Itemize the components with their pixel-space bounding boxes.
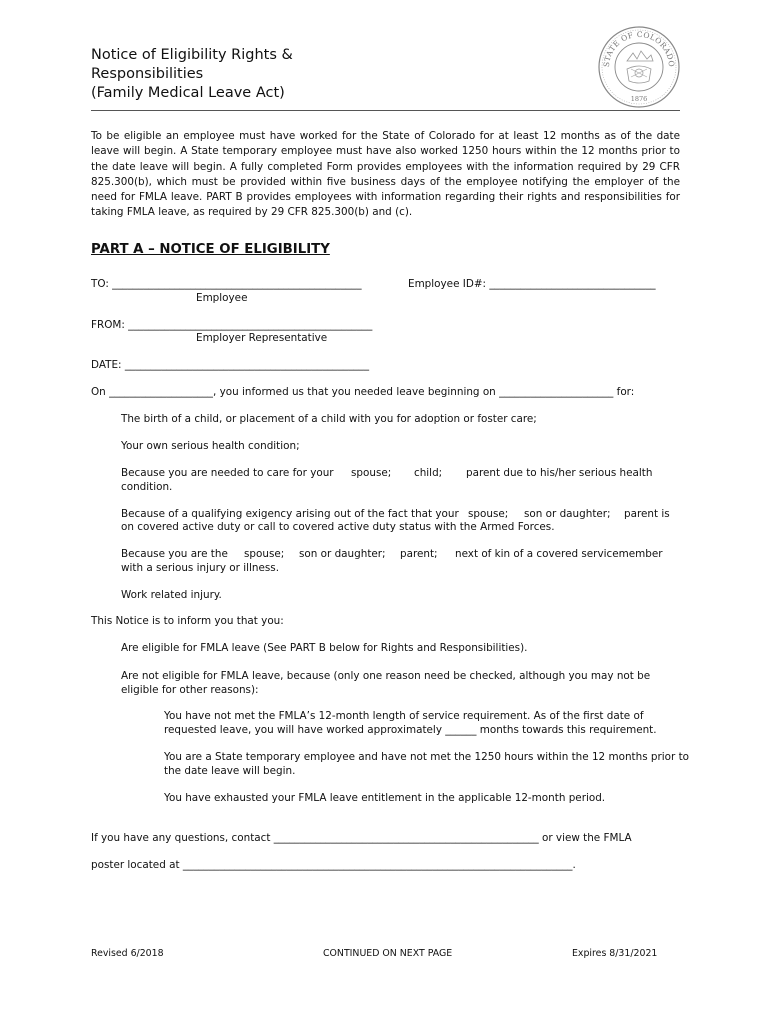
temporary-employee-line-2: the date leave will begin. [164,765,296,777]
reason-work-injury[interactable]: Work related injury. [121,589,222,601]
title-line-1: Notice of Eligibility Rights & [91,47,293,63]
leave-notice-line[interactable]: On ____________________, you informed us that you needed leave beginning on ______________________ for: [91,386,635,398]
care-parent-option[interactable]: parent due to his/her serious health [466,467,653,479]
employee-id-field[interactable]: Employee ID#: ________________________________ [408,278,656,290]
form-title [91,46,293,103]
exigency-son-option[interactable]: son or daughter; [524,508,611,520]
reason-birth[interactable]: The birth of a child, or placement of a child with you for adoption or foster care; [121,413,537,425]
poster-location-line[interactable]: poster located at ___________________________________________________________________________. [91,859,576,871]
state-seal-icon [597,25,681,109]
exigency-spouse-option[interactable]: spouse; [468,508,509,520]
from-sublabel: Employer Representative [196,332,328,344]
not-eligible-line-2: eligible for other reasons): [121,684,259,696]
to-field[interactable]: TO: ________________________________________________ [91,278,362,290]
not-eligible-option[interactable]: Are not eligible for FMLA leave, because (only one reason need be checked, although you may not be [121,670,651,682]
seal-year: 1876 [630,95,648,103]
reason-own-health[interactable]: Your own serious health condition; [121,440,300,452]
notice-intro: This Notice is to inform you that you: [91,615,284,627]
intro-paragraph: To be eligible an employee must have worked for the State of Colorado for at least 12 months as of the date leave will begin. A State temporary employee must have also worked 1250 hours within the 12 months prior to the date leave will begin. A fully completed Form provides employees with the information required by 29 CFR 825.300(b), which must be provided within five business days of the employee notifying the employer of the need for FMLA leave. PART B provides employees with information regarding their rights and responsibilities for taking FMLA leave, as required by 29 CFR 825.300(b) and (c). [91,130,680,219]
header-divider [91,110,680,111]
reason-service-prefix: Because you are the [121,548,228,560]
exigency-parent-option[interactable]: parent is [624,508,670,520]
service-requirement-line-2[interactable]: requested leave, you will have worked approximately ______ months towards this requirement. [164,724,657,736]
reason-care-line-2: condition. [121,481,173,493]
service-spouse-option[interactable]: spouse; [244,548,285,560]
title-line-3: (Family Medical Leave Act) [91,85,285,101]
reason-care-prefix: Because you are needed to care for your [121,467,334,479]
contact-line[interactable]: If you have any questions, contact ___________________________________________________ or view the FMLA [91,832,632,844]
service-requirement-option[interactable]: You have not met the FMLA’s 12-month length of service requirement. As of the first date of [164,710,644,722]
reason-exigency-line-2: on covered active duty or call to covered active duty status with the Armed Forces. [121,521,555,533]
from-field[interactable]: FROM: _______________________________________________ [91,319,373,331]
reason-service-line-2: with a serious injury or illness. [121,562,280,574]
reason-exigency-prefix: Because of a qualifying exigency arising out of the fact that your [121,508,459,520]
care-child-option[interactable]: child; [414,467,443,479]
revised-date: Revised 6/2018 [91,948,164,959]
eligible-option[interactable]: Are eligible for FMLA leave (See PART B below for Rights and Responsibilities). [121,642,528,654]
service-parent-option[interactable]: parent; [400,548,438,560]
title-line-2: Responsibilities [91,66,204,82]
to-sublabel: Employee [196,292,248,304]
care-spouse-option[interactable]: spouse; [351,467,392,479]
exhausted-option[interactable]: You have exhausted your FMLA leave entitlement in the applicable 12-month period. [164,792,606,804]
service-son-option[interactable]: son or daughter; [299,548,386,560]
seal-text: STATE OF COLORADO [601,29,677,68]
date-field[interactable]: DATE: _______________________________________________ [91,359,370,371]
svg-text:STATE OF COLORADO [602,30,676,68]
expires-date: Expires 8/31/2021 [572,948,658,959]
service-kin-option[interactable]: next of kin of a covered servicemember [455,548,663,560]
part-a-heading: PART A – NOTICE OF ELIGIBILITY [91,242,330,257]
temporary-employee-option[interactable]: You are a State temporary employee and have not met the 1250 hours within the 12 months prior to [164,751,690,763]
continued-note: CONTINUED ON NEXT PAGE [323,948,453,959]
